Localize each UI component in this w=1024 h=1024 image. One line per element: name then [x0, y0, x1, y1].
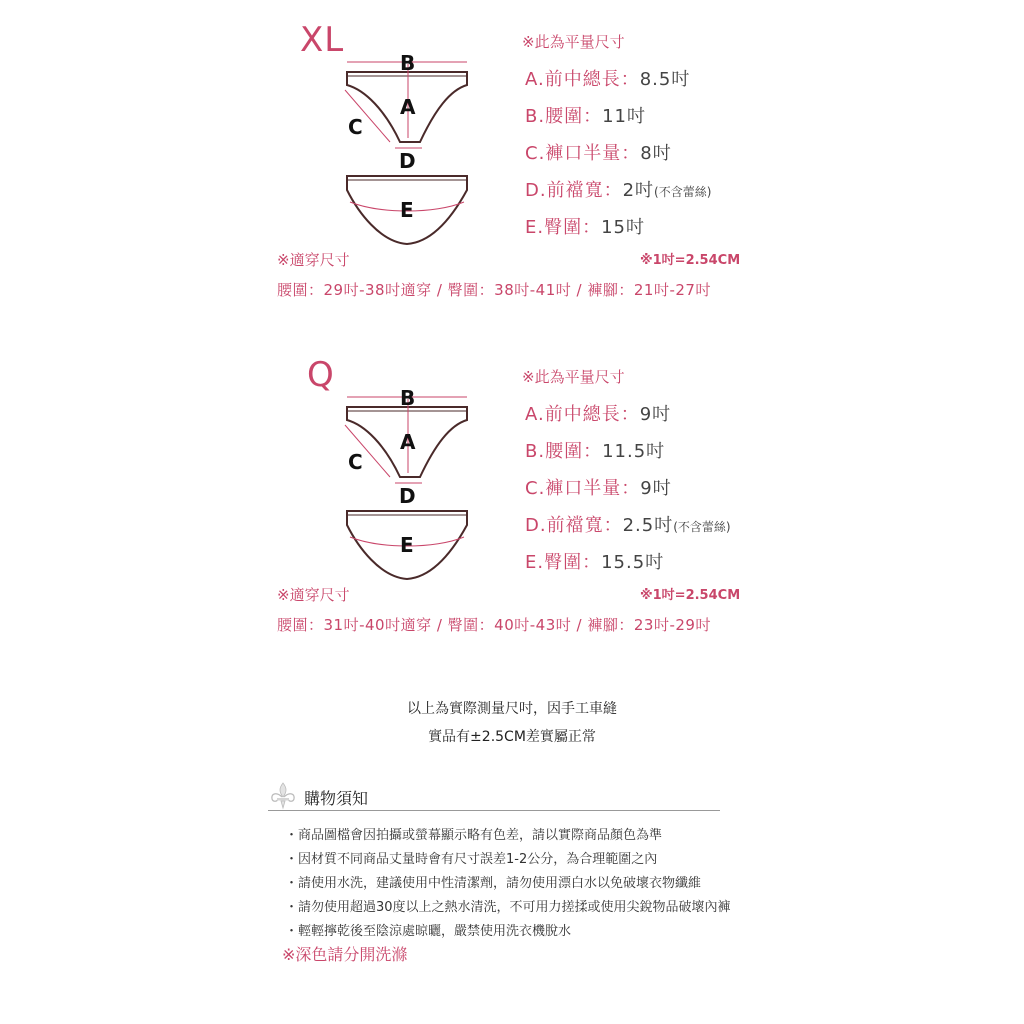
brief-front-diagram: [330, 385, 480, 510]
letter-d: D: [399, 484, 416, 508]
spec-a: A.前中總長：9吋: [525, 404, 672, 425]
spec-d: D.前襠寬：2.5吋(不含蕾絲): [525, 515, 731, 536]
size-label: XL: [300, 20, 345, 60]
list-item: ・輕輕擰乾後至陰涼處晾曬，嚴禁使用洗衣機脫水: [285, 924, 572, 939]
brief-front-diagram: [330, 50, 480, 175]
size-block-xl: [0, 0, 1024, 320]
size-block-q: [0, 335, 1024, 655]
fit-size-line: 腰圍：31吋-40吋適穿 / 臀圍：40吋-43吋 / 褲腳：23吋-29吋: [277, 616, 711, 634]
spec-c: C.褲口半量：9吋: [525, 478, 672, 499]
wash-separately-note: ※深色請分開洗滌: [282, 945, 408, 964]
letter-a: A: [400, 95, 416, 119]
list-item: ・請使用水洗，建議使用中性清潔劑，請勿使用漂白水以免破壞衣物纖維: [285, 876, 702, 891]
shopping-notice-title: 購物須知: [304, 789, 369, 808]
shopping-notice-header: [268, 780, 720, 811]
shopping-notice-list: [285, 824, 731, 944]
letter-b: B: [400, 51, 416, 75]
spec-b: B.腰圍：11吋: [525, 106, 646, 127]
letter-b: B: [400, 386, 416, 410]
list-item: ・商品圖檔會因拍攝或螢幕顯示略有色差，請以實際商品顏色為準: [285, 828, 663, 843]
spec-e: E.臀圍：15.5吋: [525, 552, 665, 573]
brief-back-diagram: [330, 507, 480, 582]
spec-e: E.臀圍：15吋: [525, 217, 646, 238]
inch-conversion: ※1吋=2.54CM: [640, 253, 741, 268]
fit-size-title: ※適穿尺寸: [277, 586, 350, 604]
size-label: Q: [307, 355, 335, 395]
letter-c: C: [348, 115, 363, 139]
spec-a: A.前中總長：8.5吋: [525, 69, 691, 90]
spec-c: C.褲口半量：8吋: [525, 143, 672, 164]
letter-e: E: [400, 533, 414, 557]
list-item: ・請勿使用超過30度以上之熱水清洗，不可用力搓揉或使用尖銳物品破壞內褲: [285, 900, 731, 915]
letter-c: C: [348, 450, 363, 474]
letter-d: D: [399, 149, 416, 173]
fit-size-line: 腰圍：29吋-38吋適穿 / 臀圍：38吋-41吋 / 褲腳：21吋-27吋: [277, 281, 711, 299]
fit-size-title: ※適穿尺寸: [277, 251, 350, 269]
measurement-note-line1: 以上為實際測量尺吋，因手工車縫: [407, 701, 617, 717]
list-item: ・因材質不同商品丈量時會有尺寸誤差1-2公分，為合理範圍之內: [285, 852, 658, 867]
spec-b: B.腰圍：11.5吋: [525, 441, 666, 462]
measurement-note-line2: 實品有±2.5CM差實屬正常: [428, 729, 596, 745]
brief-back-diagram: [330, 172, 480, 247]
fleur-de-lis-icon: [268, 780, 298, 810]
letter-e: E: [400, 198, 414, 222]
letter-a: A: [400, 430, 416, 454]
inch-conversion: ※1吋=2.54CM: [640, 588, 741, 603]
flat-measure-note: ※此為平量尺寸: [522, 368, 625, 386]
spec-d: D.前襠寬：2吋(不含蕾絲): [525, 180, 712, 201]
flat-measure-note: ※此為平量尺寸: [522, 33, 625, 51]
